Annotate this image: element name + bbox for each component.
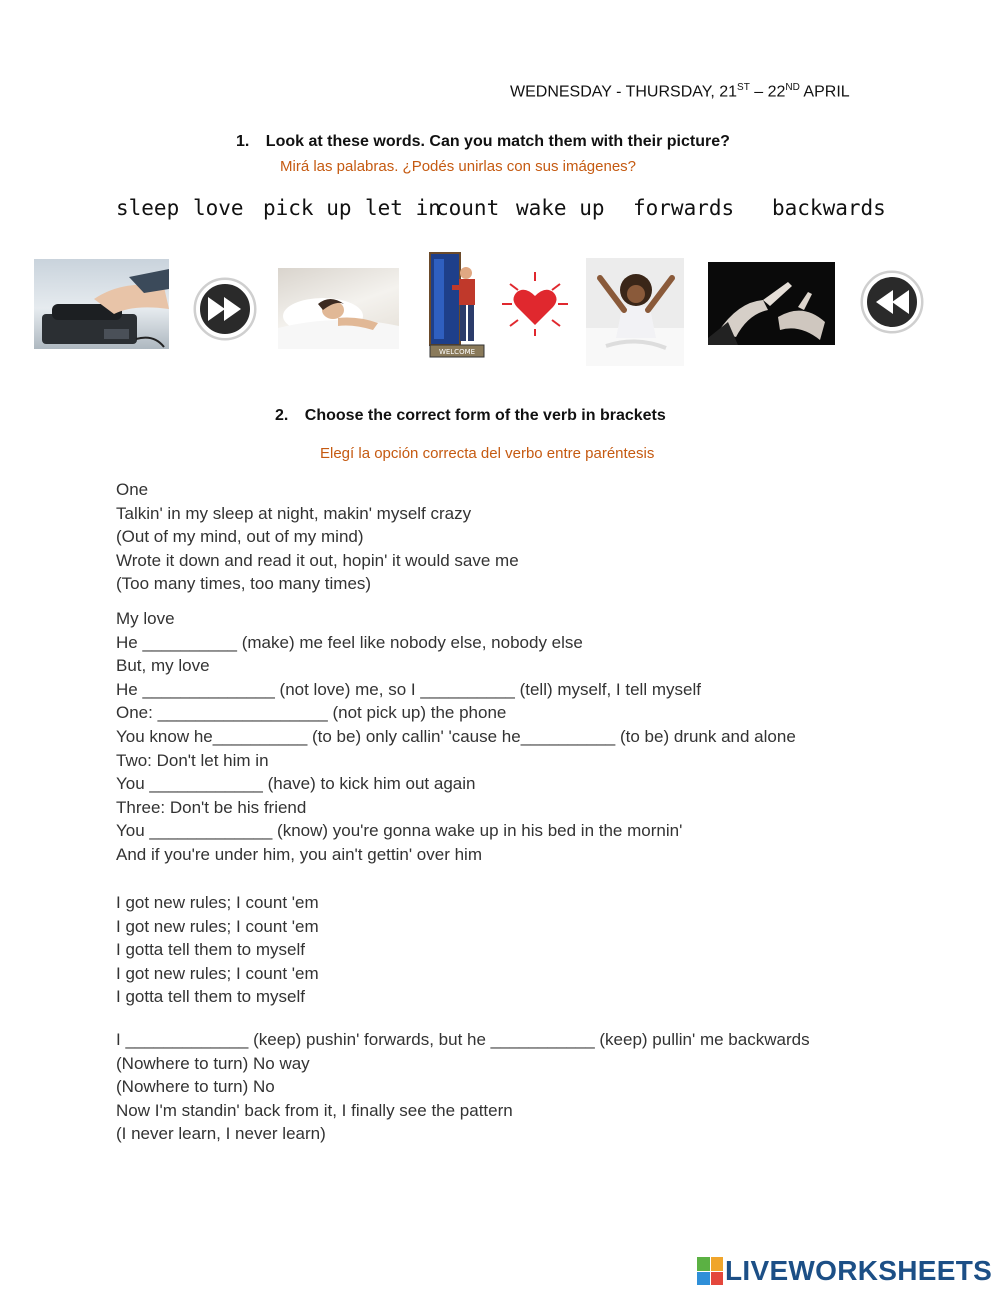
lyric-line: (Nowhere to turn) No way <box>116 1053 310 1073</box>
phone-icon[interactable] <box>34 259 169 349</box>
logo-square-e <box>711 1272 724 1286</box>
logo-mark-icon <box>697 1257 723 1285</box>
word-love[interactable]: love <box>193 196 244 220</box>
exercise-2-subtitle: Elegí la opción correcta del verbo entre paréntesis <box>320 445 655 462</box>
date-text-mid: – 22 <box>749 83 786 101</box>
exercise-1-number: 1. <box>236 133 250 150</box>
exercise-1-title: Look at these words. Can you match them with their picture? <box>265 133 730 150</box>
exercise-1-subtitle: Mirá las palabras. ¿Podés unirlas con sus imágenes? <box>280 158 637 175</box>
lyric-line: (Too many times, too many times) <box>116 574 372 594</box>
date-header <box>510 82 850 101</box>
lyric-line[interactable]: You know he__________ (to be) only callin' 'cause he__________ (to be) drunk and alone <box>116 726 796 746</box>
exercise-2-title: Choose the correct form of the verb in brackets <box>304 407 666 424</box>
word-backwards[interactable]: backwards <box>772 196 886 220</box>
lyric-line: I got new rules; I count 'em <box>116 963 319 983</box>
date-suffix-st: ST <box>737 82 750 93</box>
lyric-line[interactable]: I _____________ (keep) pushin' forwards, but he ___________ (keep) pullin' me backwards <box>116 1030 810 1049</box>
lyric-line: I gotta tell them to myself <box>116 987 305 1007</box>
exercise-1-heading <box>236 133 730 151</box>
lyric-line: One <box>116 480 149 499</box>
lyric-line: I got new rules; I count 'em <box>116 916 319 936</box>
exercise-2-heading <box>275 407 666 425</box>
fast-forward-icon[interactable] <box>191 276 259 342</box>
lyric-line: I got new rules; I count 'em <box>116 893 319 912</box>
liveworksheets-logo <box>697 1256 992 1286</box>
word-let-in[interactable]: let in <box>365 196 441 220</box>
word-wake-up[interactable]: wake up <box>516 196 605 220</box>
date-text-end: APRIL <box>799 83 850 101</box>
sleeping-woman-icon[interactable] <box>278 268 399 349</box>
rewind-icon[interactable] <box>858 269 926 335</box>
welcome-mat-text: WELCOME <box>438 348 476 356</box>
lyric-line: (Out of my mind, out of my mind) <box>116 527 364 547</box>
word-count[interactable]: count <box>436 196 500 220</box>
word-sleep[interactable]: sleep <box>116 196 180 220</box>
waking-child-icon[interactable] <box>586 258 684 366</box>
lyric-line: And if you're under him, you ain't gettin' over him <box>116 844 482 864</box>
lyric-line: Two: Don't let him in <box>116 750 269 770</box>
word-pick-up[interactable]: pick up <box>263 196 352 220</box>
lyric-line: Wrote it down and read it out, hopin' it would save me <box>116 550 519 570</box>
lyric-line[interactable]: You ____________ (have) to kick him out again <box>116 774 476 794</box>
lyric-line: (Nowhere to turn) No <box>116 1077 275 1097</box>
lyric-line: Now I'm standin' back from it, I finally see the pattern <box>116 1100 513 1120</box>
lyric-line[interactable]: He __________ (make) me feel like nobody else, nobody else <box>116 632 583 652</box>
logo-square-i <box>711 1257 724 1271</box>
lyric-line: I gotta tell them to myself <box>116 940 305 960</box>
lyrics-stanza-1 <box>116 478 519 596</box>
lyric-line: Talkin' in my sleep at night, makin' myself crazy <box>116 503 472 523</box>
logo-square-l <box>697 1257 710 1271</box>
lyric-line: Three: Don't be his friend <box>116 797 307 817</box>
lyric-line: My love <box>116 609 175 628</box>
lyrics-stanza-2 <box>116 607 796 867</box>
lyrics-stanza-3 <box>116 891 319 1009</box>
lyric-line[interactable]: One: __________________ (not pick up) the phone <box>116 703 507 723</box>
man-at-door-icon[interactable] <box>428 251 486 361</box>
exercise-2-number: 2. <box>275 407 289 424</box>
lyric-line[interactable]: You _____________ (know) you're gonna wake up in his bed in the mornin' <box>116 821 683 841</box>
lyric-line: But, my love <box>116 656 210 676</box>
counting-hands-icon[interactable] <box>708 262 835 345</box>
word-forwards[interactable]: forwards <box>633 196 735 220</box>
heart-icon[interactable] <box>500 269 570 339</box>
logo-text: LIVEWORKSHEETS <box>725 1255 993 1286</box>
lyric-line: (I never learn, I never learn) <box>116 1124 326 1144</box>
logo-square-v <box>697 1272 710 1286</box>
date-suffix-nd: ND <box>785 82 800 93</box>
lyrics-stanza-4 <box>116 1028 810 1146</box>
date-text: WEDNESDAY - THURSDAY, 21 <box>510 83 738 101</box>
lyric-line[interactable]: He ______________ (not love) me, so I __________ (tell) myself, I tell myself <box>116 679 701 699</box>
